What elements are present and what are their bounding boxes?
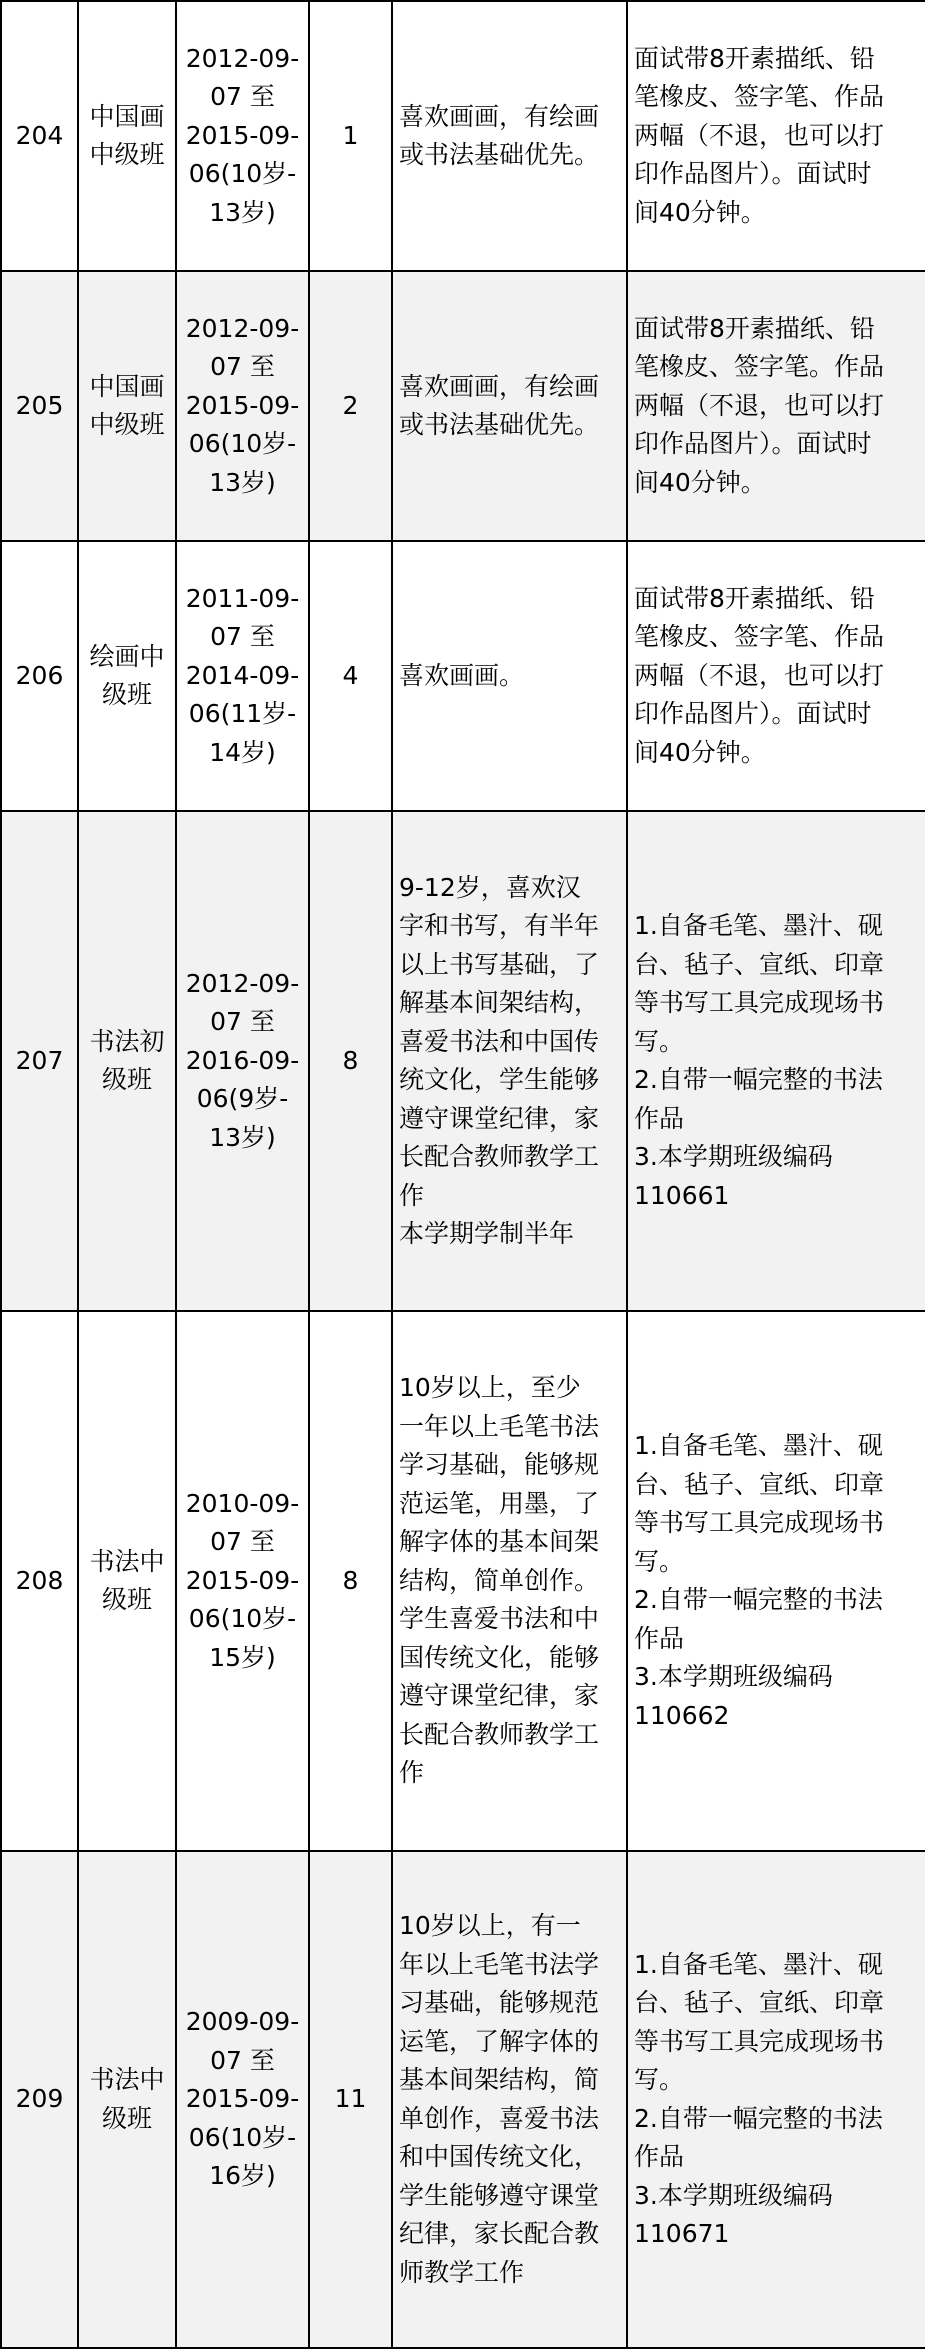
class-name-cell: 书法中 级班 (78, 1311, 176, 1851)
note-cell: 1.自备毛笔、墨汁、砚 台、毡子、宣纸、印章 等书写工具完成现场书 写。 2.自带一幅完整的书法 作品 3.本学期班级编码 110662 (627, 1311, 925, 1851)
class-name-cell: 书法中 级班 (78, 1851, 176, 2348)
age-range-cell: 2012-09- 07 至 2015-09- 06(10岁- 13岁) (176, 271, 309, 541)
table-row (1, 1851, 925, 2348)
count-cell: 8 (309, 811, 392, 1311)
age-range-cell: 2009-09- 07 至 2015-09- 06(10岁- 16岁) (176, 1851, 309, 2348)
class-name-cell: 绘画中 级班 (78, 541, 176, 811)
requirement-cell: 喜欢画画。 (392, 541, 627, 811)
class-id-cell: 206 (1, 541, 78, 811)
requirement-cell: 9-12岁，喜欢汉 字和书写，有半年 以上书写基础，了 解基本间架结构， 喜爱书法和中国传 统文化，学生能够 遵守课堂纪律，家 长配合教师教学工 作 本学期学制半年 (392, 811, 627, 1311)
class-id-cell: 209 (1, 1851, 78, 2348)
table-row (1, 1311, 925, 1851)
count-cell: 11 (309, 1851, 392, 2348)
age-range-cell: 2011-09- 07 至 2014-09- 06(11岁- 14岁) (176, 541, 309, 811)
count-cell: 1 (309, 1, 392, 271)
table-row (1, 271, 925, 541)
note-cell: 1.自备毛笔、墨汁、砚 台、毡子、宣纸、印章 等书写工具完成现场书 写。 2.自带一幅完整的书法 作品 3.本学期班级编码 110661 (627, 811, 925, 1311)
class-id-cell: 204 (1, 1, 78, 271)
requirement-cell: 喜欢画画，有绘画 或书法基础优先。 (392, 271, 627, 541)
requirement-cell: 10岁以上，有一 年以上毛笔书法学 习基础，能够规范 运笔，了解字体的 基本间架结构，简 单创作，喜爱书法 和中国传统文化， 学生能够遵守课堂 纪律，家长配合教 师教学工作 (392, 1851, 627, 2348)
class-id-cell: 208 (1, 1311, 78, 1851)
table-row (1, 541, 925, 811)
table-row (1, 811, 925, 1311)
class-name-cell: 书法初 级班 (78, 811, 176, 1311)
class-name-cell: 中国画 中级班 (78, 271, 176, 541)
note-cell: 面试带8开素描纸、铅 笔橡皮、签字笔、作品 两幅（不退，也可以打 印作品图片）。面试时 间40分钟。 (627, 541, 925, 811)
table-row (1, 1, 925, 271)
class-id-cell: 207 (1, 811, 78, 1311)
age-range-cell: 2010-09- 07 至 2015-09- 06(10岁- 15岁) (176, 1311, 309, 1851)
class-id-cell: 205 (1, 271, 78, 541)
note-cell: 面试带8开素描纸、铅 笔橡皮、签字笔、作品 两幅（不退，也可以打 印作品图片）。面试时 间40分钟。 (627, 1, 925, 271)
count-cell: 4 (309, 541, 392, 811)
count-cell: 8 (309, 1311, 392, 1851)
requirement-cell: 喜欢画画，有绘画 或书法基础优先。 (392, 1, 627, 271)
age-range-cell: 2012-09- 07 至 2015-09- 06(10岁- 13岁) (176, 1, 309, 271)
age-range-cell: 2012-09- 07 至 2016-09- 06(9岁- 13岁) (176, 811, 309, 1311)
count-cell: 2 (309, 271, 392, 541)
requirement-cell: 10岁以上，至少 一年以上毛笔书法 学习基础，能够规 范运笔，用墨，了 解字体的基本间架 结构，简单创作。 学生喜爱书法和中 国传统文化，能够 遵守课堂纪律，家 长配合教师教学工 作 (392, 1311, 627, 1851)
note-cell: 面试带8开素描纸、铅 笔橡皮、签字笔。作品 两幅（不退，也可以打 印作品图片）。面试时 间40分钟。 (627, 271, 925, 541)
note-cell: 1.自备毛笔、墨汁、砚 台、毡子、宣纸、印章 等书写工具完成现场书 写。 2.自带一幅完整的书法 作品 3.本学期班级编码 110671 (627, 1851, 925, 2348)
class-name-cell: 中国画 中级班 (78, 1, 176, 271)
